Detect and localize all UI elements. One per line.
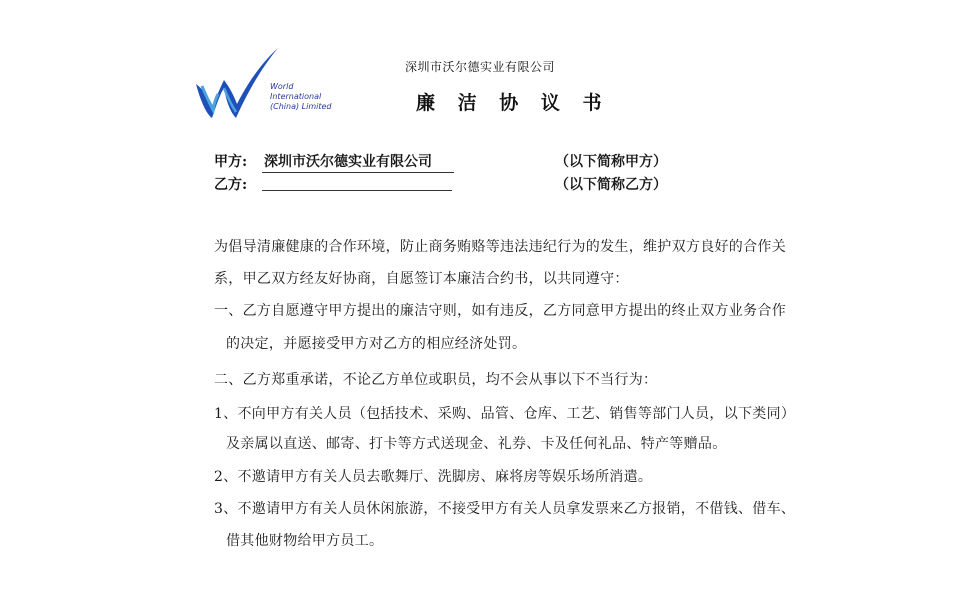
party-b-note: （以下简称乙方） [555, 177, 667, 193]
body-line: 为倡导清廉健康的合作环境，防止商务贿赂等违法违纪行为的发生，维护双方良好的合作关 [214, 239, 786, 255]
body-line: 一、乙方自愿遵守甲方提出的廉洁守则，如有违反，乙方同意甲方提出的终止双方业务合作 [214, 303, 786, 319]
body-line: 的决定，并愿接受甲方对乙方的相应经济处罚。 [226, 336, 527, 352]
party-a-label: 甲方: [214, 154, 248, 170]
party-b-label: 乙方: [214, 177, 248, 193]
logo-text-line-2: International [270, 92, 322, 101]
party-a-name: 深圳市沃尔德实业有限公司 [262, 151, 454, 173]
body-line: 及亲属以直送、邮寄、打卡等方式送现金、礼券、卡及任何礼品、特产等赠品。 [226, 436, 727, 452]
logo-text-line-3: (China) Limited [270, 102, 332, 111]
company-logo [192, 44, 342, 124]
company-header: 深圳市沃尔德实业有限公司 [405, 60, 556, 74]
body-line: 二、乙方郑重承诺，不论乙方单位或职员，均不会从事以下不当行为： [214, 372, 658, 388]
party-a-note: （以下简称甲方） [555, 154, 667, 170]
document-title: 廉 洁 协 议 书 [416, 92, 610, 114]
body-line: 2、不邀请甲方有关人员去歌舞厅、洗脚房、麻将房等娱乐场所消遣。 [214, 469, 653, 485]
logo-text-line-1: World [270, 82, 294, 91]
body-line: 3、不邀请甲方有关人员休闲旅游，不接受甲方有关人员拿发票来乙方报销，不借钱、借车、 [214, 501, 796, 517]
logo-text [270, 82, 350, 112]
party-b-blank-line [262, 190, 452, 191]
body-line: 1、不向甲方有关人员（包括技术、采购、品管、仓库、工艺、销售等部门人员，以下类同） [214, 406, 796, 422]
body-line: 借其他财物给甲方员工。 [226, 533, 384, 549]
body-line: 系，甲乙双方经友好协商，自愿签订本廉洁合约书，以共同遵守： [214, 271, 629, 287]
logo-w-mark-icon [192, 44, 282, 124]
